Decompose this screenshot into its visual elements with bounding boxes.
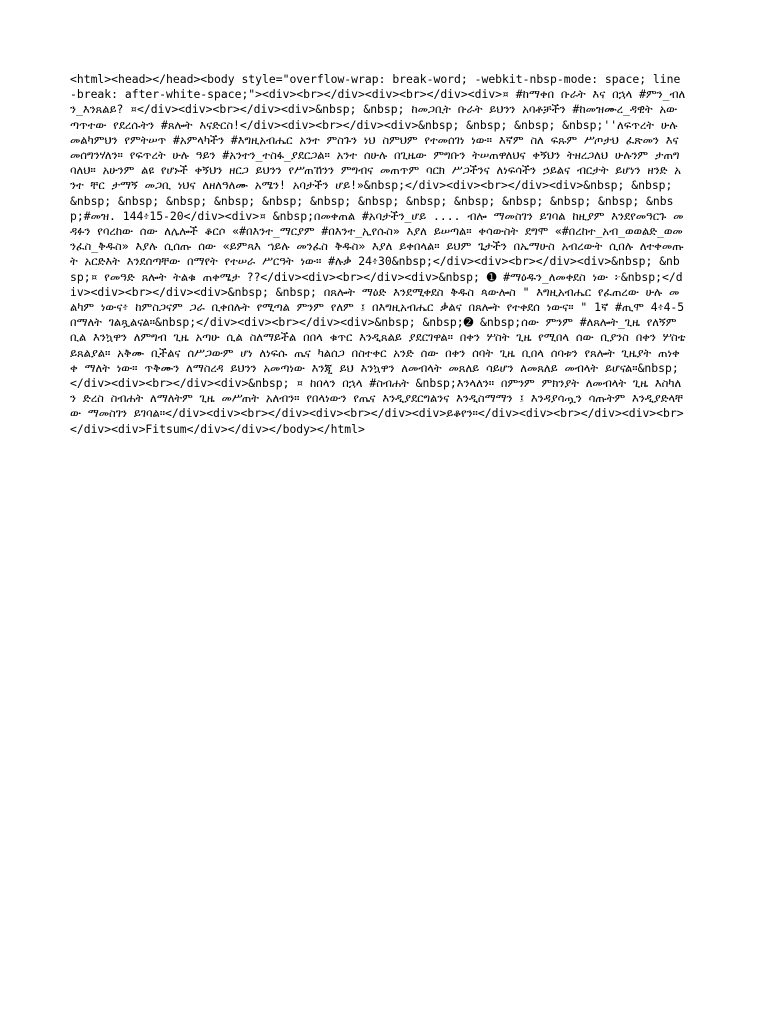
document-body xyxy=(70,72,686,437)
html-source-text: <html><head></head><body style="overflow-wrap: break-word; -webkit-nbsp-mode: space; line-break: after-white-space;"><div><br></div><div><br></div><div>¤ #ከማቀበ ቡራት እና በኋላ #ምን_ብለን_እንጸልይ? ¤</div><div><br></div><div>&nbsp; &nbsp; ከመጋቢት ቡራት ይህንን አባቶቻችን #ከመዝሙረ_ዳዊት አውጣጥተው የደረሱትን #ጸሎት እናድርስ!</div><div><br></div><div>&nbsp; &nbsp; &nbsp; &nbsp;''ለፍጥረት ሁሉ መልካምህን የምትሠጥ #አምላካችን #እግዚአብሔር አንተ ምስጉን ነህ ስምህም የተመሰገነ ነው። እኛም ስለ ፍጹም ሥጦታህ ፈጽመን እናመሰግንሃለን። የፍጥረት ሁሉ ዓይን #አንተን_ተስፋ_ያደርጋል። አንተ ሰሁሉ በጊዜው ምግቡን ትሠጠዋለህና ቀኝህን ትዘረጋለህ ሁሉንም ታጠግባለህ። አሁንም ልዩ የሆኑች ቀኝህን ዘርጋ ይህንን የሥጠኸንን ምግብና መጠጥም ባርክ ሥጋችንና ለነፍሳችን ኃይልና ብርታት ይሆነን ዘንድ አንተ ቸር ታማኝ መጋቢ ነህና ለዘለዓለሙ አሜን! አባታችን ሆይ!»&nbsp;</div><div><br></div><div>&nbsp; &nbsp; &nbsp; &nbsp; &nbsp; &nbsp; &nbsp; &nbsp; &nbsp; &nbsp; &nbsp; &nbsp; &nbsp; &nbsp; &nbsp;#መዝ. 144፥15-20</div><div>¤ &nbsp;በመቀጠል #አባታችን_ሆይ .... ብሎ ማመስገን ይገባል ከዚያም እንደየመዓርጉ መዳፉን የባረከው ሰው ለሌሎች ቆርሶ «#በእንተ_ማርያም #በእንተ_ኢየሱስ» እያለ ይሠጣል። ቀሳውስት ደግሞ «#በረከተ_አብ_ወወልድ_ወመንፈስ_ቅዱስ» እያሉ ሲሰጡ ሰው «ይምጻእ ኀይሉ መንፈስ ቅዱስ» እያለ ይቀበላል። ይህም ጌታችን በኤማሁስ አብረውት ሲበሉ ለተቀመጡት አርድእት እንደሰጣቸው በማየት የተሠራ ሥርዓት ነው። #ሉቃ 24፥30&nbsp;</div><div><br></div><div>&nbsp; &nbsp;¤ የመዓድ ጸሎት ትልቁ ጠቀሜታ ??</div><div><br></div><div>&nbsp; ➊ #ማዕዱን_ለመቀደስ ነው ፦&nbsp;</div><div><br></div><div>&nbsp; &nbsp; በጸሎት ማዕድ እንደሚቀደስ ቅዱስ ጳውሎስ " እግዚአብሔር የፈጠረው ሁሉ መልካም ነውና፥ ከምስጋናም ጋራ ቢቀበሉት የሚጣል ምንም የለም ፤ በእግዚአብሔር ቃልና በጸሎት የተቀደሰ ነውና። " 1ኛ #ጢሞ 4፥4-5 በማለት ገልጿልናል።&nbsp;</div><div><br></div><div>&nbsp; &nbsp;➋ &nbsp;ሰው ምንም #ለጸሎት_ጊዜ የለኝም ቢል እንኳዋን ለምግብ ጊዜ አጣሁ ሲል ስለማይችል በበላ ቁጥር እንዲጸልይ ያደርገዋል። በቀን ሦስት ጊዜ የሚበላ ሰው ቢያንስ በቀን ሦስቴ ይጸልያል። አቅሙ ቢችልና ሰሥጋውም ሆነ ለነፍሱ ጤና ካልሰጋ በስተቀር አንድ ሰው በቀን ሰባት ጊዜ ቢበላ ሰባቱን የጸሎት ጊዜያት ጠነቀቀ ማለት ነው። ጥቅሙን ለማስረዳ ይህንን አመጣነው እንጂ ይህ እንኳዋን ለመብላት መጸለይ ሳይሆን ለመጸለይ መብላት ይሆናል።&nbsp;</div><div><br></div><div>&nbsp; ¤ ከበላን በኋላ #ስብሐት &nbsp;እንላለን። በምንም ምክንያት ለመብላት ጊዜ እስካለን ድረስ ስብሐት ለማለትም ጊዜ መሥጠት አለብን። የበላነውን የጤና እንዲያደርግልንና እንዲስማማን ፤ እንዳያሳጧን ሳጡትም እንዲያድላቸው ማመስገን ይገባል።</div><div><br></div><div><br></div><div>ይቆየን።</div><div><br></div><div><br></div><div>Fitsum</div></div></body></html> xyxy=(70,72,686,436)
